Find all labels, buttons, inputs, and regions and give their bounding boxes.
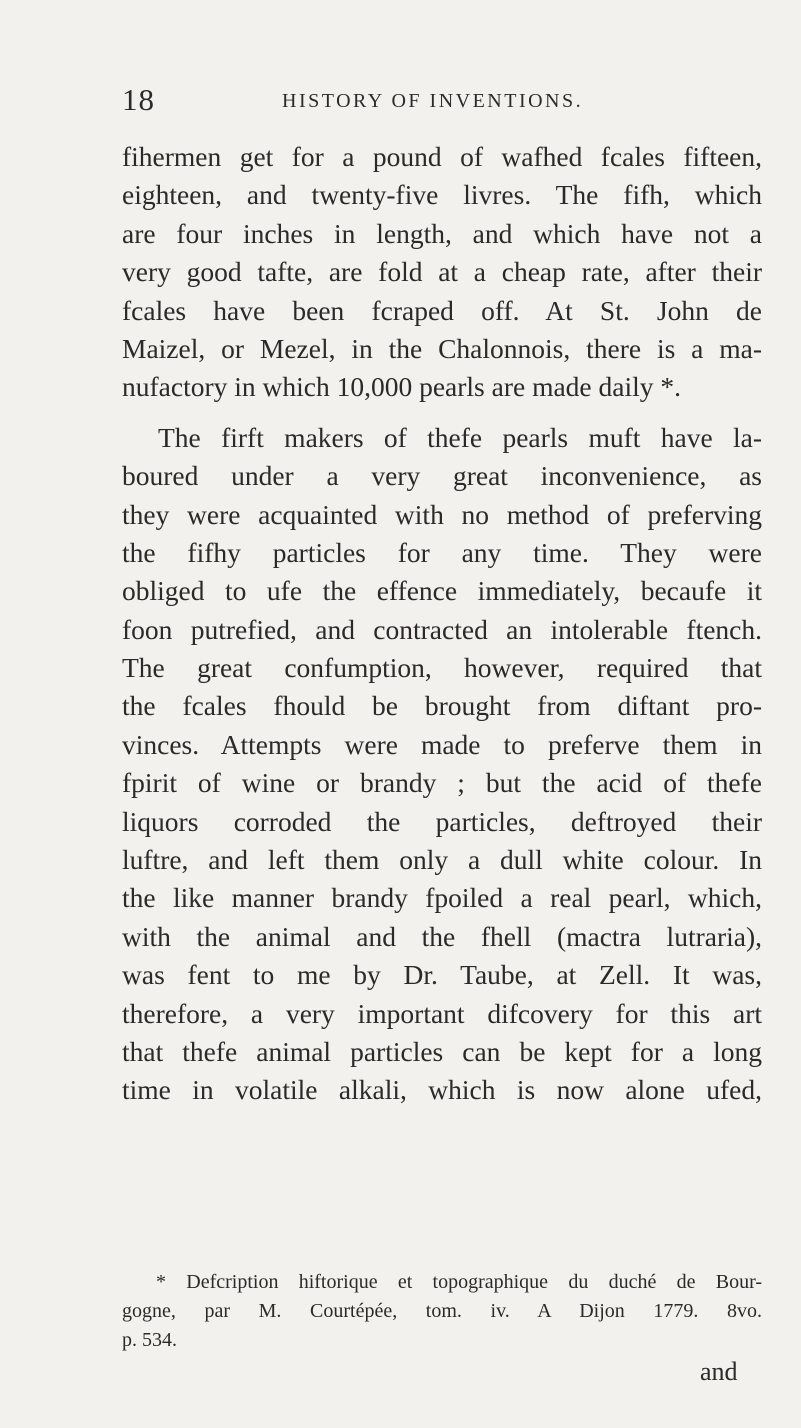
text-line: nufactory in which 10,000 pearls are made daily *.	[122, 371, 681, 403]
text-line: liquors corroded the particles, deftroyed their	[122, 805, 762, 837]
footnote-line: p. 534.	[122, 1329, 177, 1351]
text-line: foon putrefied, and contracted an intolerable ftench.	[122, 613, 762, 645]
page-number: 18	[122, 82, 155, 117]
text-line: Maizel, or Mezel, in the Chalonnois, there is a ma-	[122, 332, 762, 364]
footnote-line: gogne, par M. Courtépée, tom. iv. A Dijon 1779. 8vo.	[122, 1300, 762, 1322]
text-line: with the animal and the fhell (mactra lutraria),	[122, 920, 762, 952]
text-line: boured under a very great inconvenience, as	[122, 460, 762, 492]
text-line: they were acquainted with no method of preferving	[122, 498, 762, 530]
text-line: are four inches in length, and which have not a	[122, 217, 762, 249]
text-line: was fent to me by Dr. Taube, at Zell. It was,	[122, 959, 762, 991]
text-line: The firft makers of thefe pearls muft have la-	[158, 421, 762, 453]
text-line: the fifhy particles for any time. They were	[122, 536, 762, 568]
footnote-line: * Defcription hiftorique et topographique du duché de Bour-	[156, 1271, 762, 1293]
text-line: the fcales fhould be brought from diftant pro-	[122, 690, 762, 722]
text-line: fcales have been fcraped off. At St. John de	[122, 294, 762, 326]
body-text	[122, 138, 762, 1110]
text-line: therefore, a very important difcovery for this art	[122, 997, 762, 1029]
running-head	[122, 82, 762, 122]
text-line: fihermen get for a pound of wafhed fcales fifteen,	[122, 141, 762, 172]
footnote	[122, 1268, 762, 1355]
text-line: time in volatile alkali, which is now alone ufed,	[122, 1074, 762, 1106]
text-line: vinces. Attempts were made to preferve them in	[122, 728, 762, 760]
text-line: very good tafte, are fold at a cheap rate, after their	[122, 256, 762, 288]
running-title: HISTORY OF INVENTIONS.	[282, 90, 584, 112]
text-line: obliged to ufe the effence immediately, becaufe it	[122, 575, 762, 607]
catchword: and	[700, 1357, 738, 1386]
text-line: eighteen, and twenty-five livres. The fifh, which	[122, 179, 762, 211]
text-line: fpirit of wine or brandy ; but the acid of thefe	[122, 767, 762, 799]
text-line: The great confumption, however, required that	[122, 652, 762, 684]
text-line: luftre, and left them only a dull white colour. In	[122, 844, 762, 876]
paragraph-1	[122, 138, 762, 407]
text-line: that thefe animal particles can be kept for a long	[122, 1035, 762, 1067]
text-line: the like manner brandy fpoiled a real pearl, which,	[122, 882, 762, 914]
paragraph-2	[122, 419, 762, 1110]
